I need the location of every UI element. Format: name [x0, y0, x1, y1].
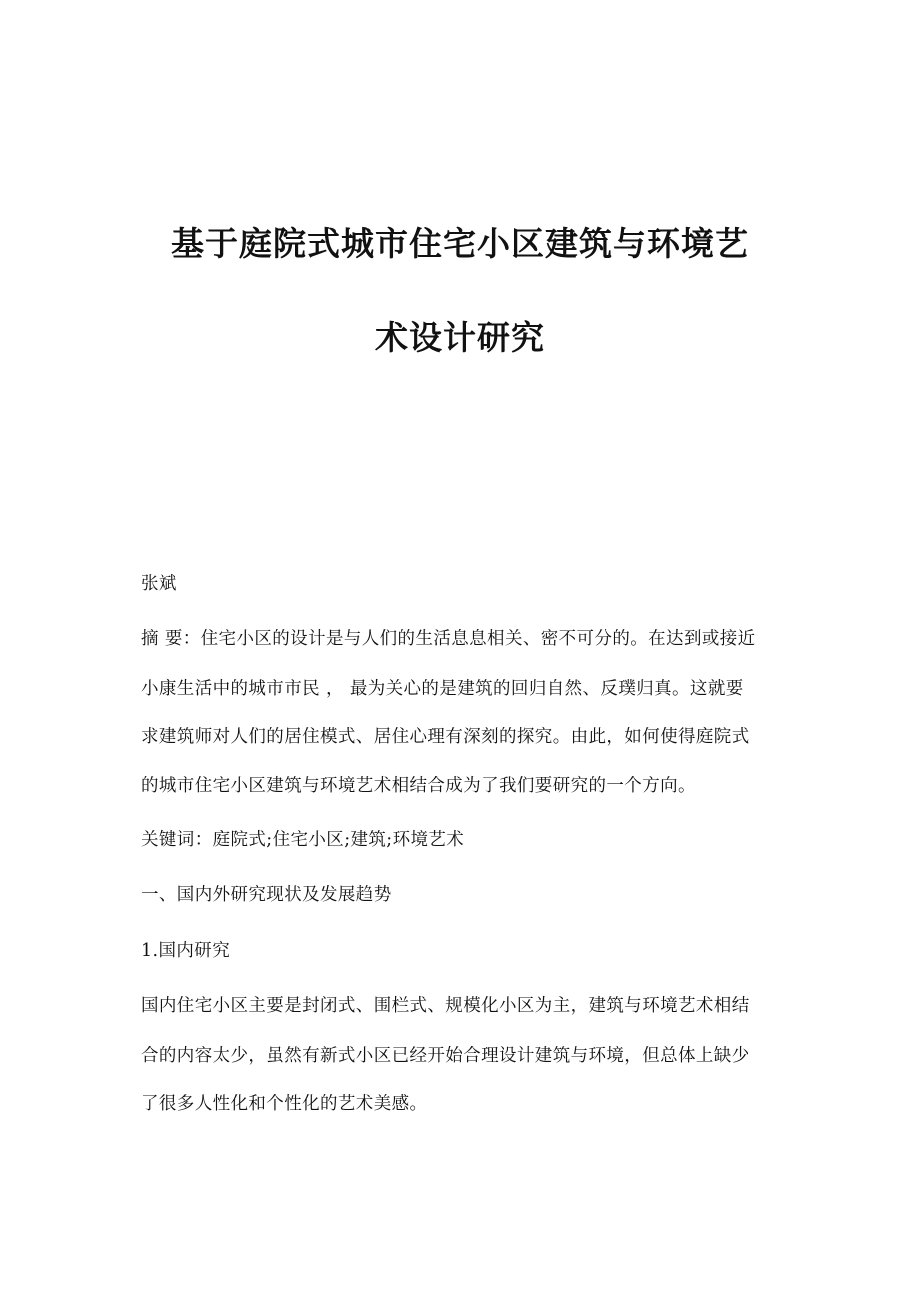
body-line-2: 合的内容太少，虽然有新式小区已经开始合理设计建筑与环境，但总体上缺少 — [141, 1046, 750, 1066]
abstract-line-3: 求建筑师对人们的居住模式、居住心理有深刻的探究。由此，如何使得庭院式 — [141, 727, 750, 747]
abstract-line-1: 摘 要：住宅小区的设计是与人们的生活息息相关、密不可分的。在达到或接近 — [141, 629, 756, 649]
body-line-3: 了很多人性化和个性化的艺术美感。 — [141, 1094, 428, 1114]
body-line-1: 国内住宅小区主要是封闭式、围栏式、规模化小区为主，建筑与环境艺术相结 — [141, 996, 750, 1016]
section-heading: 一、国内外研究现状及发展趋势 — [141, 885, 392, 905]
author-name: 张斌 — [141, 574, 177, 594]
document-title-line-1: 基于庭院式城市住宅小区建筑与环境艺 — [171, 224, 749, 263]
subsection-heading: 1.国内研究 — [141, 941, 231, 961]
document-title-line-2: 术设计研究 — [375, 318, 545, 357]
abstract-line-2: 小康生活中的城市市民 ， 最为关心的是建筑的回归自然、反璞归真。这就要 — [141, 679, 744, 699]
keywords-line: 关键词：庭院式;住宅小区;建筑;环境艺术 — [141, 830, 465, 850]
abstract-line-4: 的城市住宅小区建筑与环境艺术相结合成为了我们要研究的一个方向。 — [141, 776, 696, 796]
